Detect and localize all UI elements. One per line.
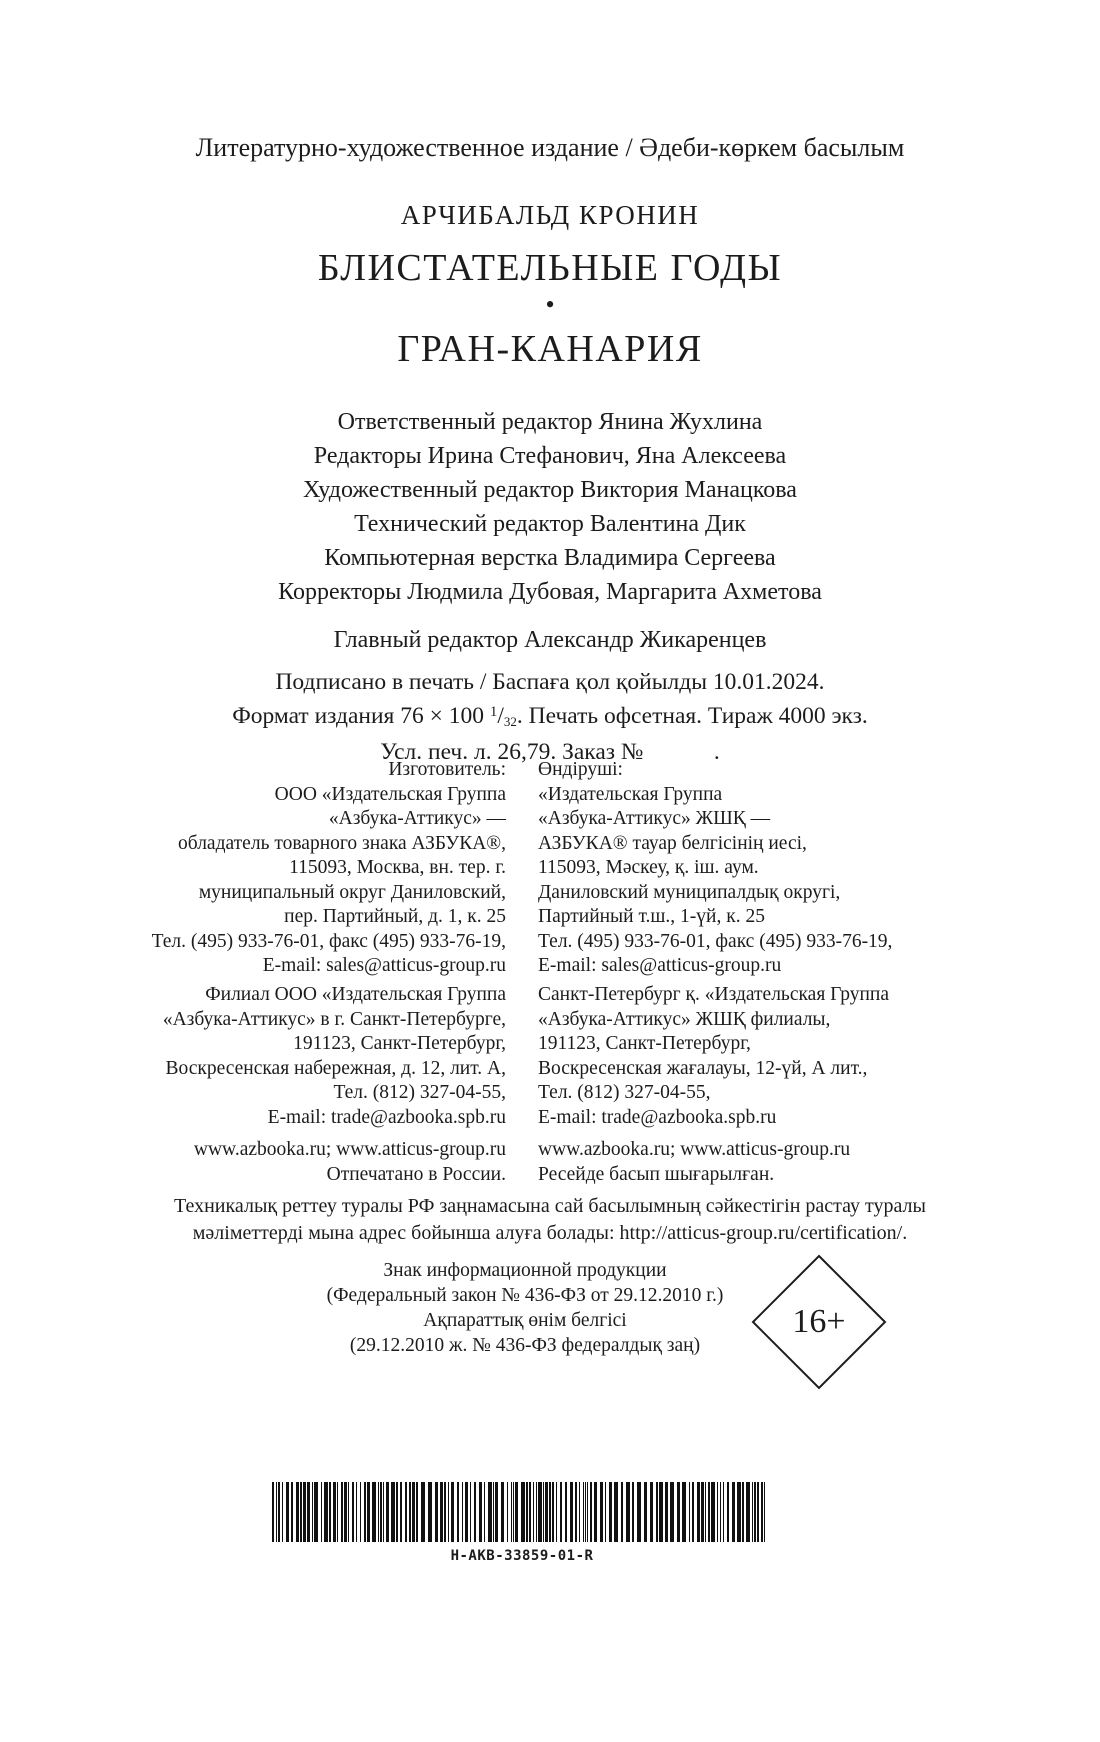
barcode-bar <box>479 1482 482 1542</box>
barcode-bar <box>421 1482 425 1542</box>
barcode-bar <box>705 1482 706 1542</box>
printing-info <box>0 667 1100 767</box>
barcode-bar <box>670 1482 674 1542</box>
branch-ru <box>163 983 506 1130</box>
barcode-bar <box>529 1482 531 1542</box>
manufacturer-ru-line: Изготовитель: <box>388 759 506 780</box>
barcode-bar <box>565 1482 567 1542</box>
barcode-bar <box>391 1482 395 1542</box>
info-product-sign <box>300 1258 750 1358</box>
manufacturer-kz-line: «Азбука-Аттикус» ЖШҚ — <box>538 808 771 829</box>
author-name: АРЧИБАЛЬД КРОНИН <box>400 200 700 230</box>
barcode-bar <box>583 1482 584 1542</box>
barcode-bar <box>543 1482 544 1542</box>
credit-line: Ответственный редактор Янина Жухлина <box>337 409 763 435</box>
barcode-bar <box>521 1482 525 1542</box>
barcode-bar <box>272 1482 274 1542</box>
barcode-bar <box>333 1482 336 1542</box>
barcode-bar <box>727 1482 729 1542</box>
barcode-bar <box>372 1482 376 1542</box>
barcode-bar <box>626 1482 630 1542</box>
barcode-bar <box>465 1482 468 1542</box>
manufacturer-ru-line: пер. Партийный, д. 1, к. 25 <box>284 906 506 927</box>
age-rating-badge <box>751 1254 887 1390</box>
barcode-bar <box>329 1482 331 1542</box>
barcode-text: H-AKB-33859-01-R <box>450 1548 594 1564</box>
info-sign-line: Знак информационной продукции <box>383 1260 667 1281</box>
manufacturer-kz-line: Өндіруші: <box>538 759 623 780</box>
barcode-bar <box>412 1482 415 1542</box>
barcode-bar <box>488 1482 492 1542</box>
book-title-2: ГРАН-КАНАРИЯ <box>397 328 703 370</box>
barcode-bar <box>378 1482 379 1542</box>
barcode-bar <box>300 1482 302 1542</box>
barcode-bar <box>440 1482 443 1542</box>
barcode-bar <box>556 1482 557 1542</box>
barcode-bar <box>650 1482 653 1542</box>
barcode-bar <box>614 1482 618 1542</box>
barcode-bar <box>462 1482 463 1542</box>
branch-ru-line: Воскресенская набережная, д. 12, лит. А, <box>165 1057 506 1079</box>
sheets-order: Усл. печ. л. 26,79. Заказ № . <box>380 739 720 765</box>
web-kz-line: www.azbooka.ru; www.atticus-group.ru <box>538 1139 851 1160</box>
barcode-bar <box>579 1482 580 1542</box>
barcode-bar <box>757 1482 759 1542</box>
barcode-bar <box>587 1482 588 1542</box>
chief-editor: Главный редактор Александр Жикаренцев <box>333 627 767 653</box>
format-line <box>0 697 1100 737</box>
barcode-bar <box>637 1482 641 1542</box>
web-ru-line: www.azbooka.ru; www.atticus-group.ru <box>193 1139 506 1160</box>
manufacturer-kz <box>538 758 892 979</box>
barcode-bar <box>386 1482 389 1542</box>
manufacturer-kz-line: Даниловский муниципалдық округі, <box>538 881 841 903</box>
barcode-bar <box>337 1482 338 1542</box>
barcode-bar <box>312 1482 313 1542</box>
barcode-bar <box>701 1482 704 1542</box>
barcode-bar <box>291 1482 293 1542</box>
barcode-bar <box>276 1482 277 1542</box>
barcode-bar <box>457 1482 459 1542</box>
barcode-bar <box>552 1482 554 1542</box>
book-title-1: БЛИСТАТЕЛЬНЫЕ ГОДЫ <box>317 247 783 289</box>
barcode-bar <box>435 1482 438 1542</box>
barcode-bar <box>495 1482 498 1542</box>
branch-kz-line: Воскресенская жағалауы, 12-үй, А лит., <box>538 1057 868 1079</box>
manufacturer-kz-line: 115093, Мәскеу, қ. іш. аум. <box>538 857 759 878</box>
barcode-bar <box>303 1482 306 1542</box>
barcode-bar <box>609 1482 612 1542</box>
barcode-bar <box>493 1482 494 1542</box>
barcode-bar <box>536 1482 537 1542</box>
barcode-bar <box>717 1482 718 1542</box>
barcode-bar <box>682 1482 686 1542</box>
credit-line: Корректоры Людмила Дубовая, Маргарита Ахметова <box>278 579 822 605</box>
format-den: 32 <box>503 714 517 729</box>
branch-kz-line: Санкт-Петербург қ. «Издательская Группа <box>538 984 889 1005</box>
barcode-bar <box>321 1482 322 1542</box>
barcode-bar <box>444 1482 446 1542</box>
branch-ru-line: 191123, Санкт-Петербург, <box>293 1033 506 1054</box>
manufacturer-kz-line: Партийный т.ш., 1-үй, к. 25 <box>538 906 765 927</box>
barcode-bar <box>689 1482 690 1542</box>
barcode-bar <box>324 1482 328 1542</box>
barcode-bar <box>448 1482 449 1542</box>
barcode-bar <box>451 1482 454 1542</box>
credits-block <box>0 405 1100 609</box>
manufacturer-kz-line: E-mail: sales@atticus-group.ru <box>538 955 782 976</box>
barcode-bar <box>585 1482 586 1542</box>
barcode-bar <box>711 1482 715 1542</box>
format-prefix: Формат издания 76 × 100 <box>232 703 490 729</box>
barcode-bar <box>409 1482 411 1542</box>
barcode-bar <box>314 1482 318 1542</box>
barcode-bar <box>560 1482 562 1542</box>
web-kz-line: Ресейде басып шығарылған. <box>538 1163 775 1185</box>
barcode-bar <box>754 1482 756 1542</box>
barcode-bar <box>742 1482 744 1542</box>
barcode-bar <box>549 1482 551 1542</box>
barcode-bar <box>364 1482 366 1542</box>
barcode-bar <box>507 1482 508 1542</box>
barcode-bar <box>282 1482 283 1542</box>
barcode-bar <box>474 1482 476 1542</box>
barcode-bar <box>659 1482 663 1542</box>
barcode-bar <box>723 1482 724 1542</box>
barcode-bar <box>400 1482 402 1542</box>
barcode-bar <box>296 1482 299 1542</box>
barcode-bar <box>513 1482 514 1542</box>
barcode-bar <box>656 1482 658 1542</box>
barcode-bar <box>752 1482 753 1542</box>
tech-regulation <box>0 1193 1100 1247</box>
tech-regulation-line: Техникалық реттеу туралы РФ заңнамасына сай басылымның сәйкестігін растау туралы <box>174 1195 926 1217</box>
barcode-bar <box>396 1482 398 1542</box>
barcode-bar <box>405 1482 407 1542</box>
barcode-bar <box>644 1482 647 1542</box>
format-num: 1 <box>489 704 498 720</box>
credit-line: Компьютерная верстка Владимира Сергеева <box>324 545 776 571</box>
branch-ru-line: Тел. (812) 327-04-55, <box>333 1082 506 1103</box>
barcode-bar <box>761 1482 763 1542</box>
branch-kz-line: 191123, Санкт-Петербург, <box>538 1033 751 1054</box>
barcode-bar <box>632 1482 634 1542</box>
manufacturer-kz-line: Тел. (495) 933-76-01, факс (495) 933-76-19, <box>538 930 893 952</box>
branch-kz-line: E-mail: trade@azbooka.spb.ru <box>538 1106 777 1128</box>
barcode-bar <box>575 1482 577 1542</box>
branch-ru-line: «Азбука-Аттикус» в г. Санкт-Петербурге, <box>162 1008 506 1030</box>
web-ru-line: Отпечатано в России. <box>326 1163 506 1185</box>
barcode-bar <box>360 1482 361 1542</box>
barcode-bar <box>600 1482 603 1542</box>
barcode-bar <box>383 1482 384 1542</box>
branch-kz-line: «Азбука-Аттикус» ЖШҚ филиалы, <box>538 1008 831 1030</box>
barcode-bar <box>708 1482 710 1542</box>
barcode-bar <box>344 1482 347 1542</box>
branch-ru-line: E-mail: trade@azbooka.spb.ru <box>267 1106 506 1128</box>
barcode-bar <box>348 1482 349 1542</box>
branch-kz-line: Тел. (812) 327-04-55, <box>538 1082 711 1103</box>
barcode-bar <box>428 1482 432 1542</box>
manufacturer-ru-line: Тел. (495) 933-76-01, факс (495) 933-76-19, <box>151 930 506 952</box>
title-separator: • <box>545 290 555 319</box>
edition-type: Литературно-художественное издание / Әдеби-көркем басылым <box>195 133 905 162</box>
web-kz <box>538 1138 850 1187</box>
barcode-bar <box>764 1482 765 1542</box>
web-ru <box>194 1138 506 1187</box>
manufacturer-kz-line: АЗБУКА® тауар белгісінің иесі, <box>538 832 807 854</box>
barcode-bar <box>570 1482 573 1542</box>
barcode-bar <box>545 1482 548 1542</box>
barcode-bar <box>538 1482 542 1542</box>
barcode-bar <box>278 1482 280 1542</box>
barcode-bar <box>720 1482 721 1542</box>
tech-regulation-line: мәліметтерді мына адрес бойынша алуға болады: http://atticus-group.ru/certification/. <box>192 1222 908 1244</box>
barcode-bar <box>732 1482 735 1542</box>
info-sign-line: Ақпараттық өнім белгісі <box>423 1310 627 1331</box>
manufacturer-ru-line: 115093, Москва, вн. тер. г. <box>289 857 506 878</box>
credit-line: Редакторы Ирина Стефанович, Яна Алексеева <box>313 443 787 469</box>
credit-line: Художественный редактор Виктория Манацкова <box>303 477 797 503</box>
manufacturer-kz-line: «Издательская Группа <box>538 783 723 805</box>
barcode-bar <box>621 1482 623 1542</box>
manufacturer-ru-line: «Азбука-Аттикус» — <box>328 808 506 829</box>
manufacturer-ru <box>152 758 506 979</box>
barcode-bar <box>665 1482 668 1542</box>
info-sign-line: (29.12.2010 ж. № 436-ФЗ федералдық заң) <box>349 1335 701 1356</box>
barcode-bar <box>380 1482 382 1542</box>
barcode-bar <box>352 1482 354 1542</box>
barcode-bar <box>697 1482 700 1542</box>
barcode-bar <box>605 1482 606 1542</box>
barcode-bar <box>594 1482 597 1542</box>
branch-ru-line: Филиал ООО «Издательская Группа <box>205 984 506 1005</box>
barcode-bar <box>341 1482 343 1542</box>
barcode-bar <box>746 1482 750 1542</box>
barcode-bar <box>526 1482 528 1542</box>
barcode-bar <box>416 1482 418 1542</box>
credit-line: Технический редактор Валентина Дик <box>354 511 746 537</box>
barcode-bar <box>501 1482 504 1542</box>
barcode-bar <box>511 1482 512 1542</box>
barcode-bar <box>286 1482 289 1542</box>
format-suffix: . Печать офсетная. Тираж 4000 экз. <box>516 703 868 729</box>
manufacturer-ru-line: муниципальный округ Даниловский, <box>198 881 506 903</box>
barcode-bar <box>367 1482 370 1542</box>
format-slash: / <box>497 703 504 729</box>
branch-kz <box>538 983 889 1130</box>
barcode-bar <box>737 1482 741 1542</box>
manufacturer-ru-line: E-mail: sales@atticus-group.ru <box>262 955 506 976</box>
barcode-bar <box>515 1482 518 1542</box>
barcode-bar <box>677 1482 680 1542</box>
barcode-bar <box>484 1482 485 1542</box>
manufacturer-ru-line: обладатель товарного знака АЗБУКА®, <box>178 832 506 854</box>
barcode-bar <box>692 1482 694 1542</box>
barcode-bar <box>307 1482 310 1542</box>
barcode-bar <box>470 1482 471 1542</box>
barcode-bar <box>356 1482 357 1542</box>
signed-date: Подписано в печать / Баспаға қол қойылды 10.01.2024. <box>275 669 825 695</box>
barcode <box>272 1482 772 1542</box>
barcode-bar <box>533 1482 534 1542</box>
age-rating: 16+ <box>792 1303 846 1340</box>
barcode-bar <box>590 1482 592 1542</box>
info-sign-line: (Федеральный закон № 436-ФЗ от 29.12.2010 г.) <box>326 1285 724 1306</box>
manufacturer-ru-line: ООО «Издательская Группа <box>274 783 506 805</box>
